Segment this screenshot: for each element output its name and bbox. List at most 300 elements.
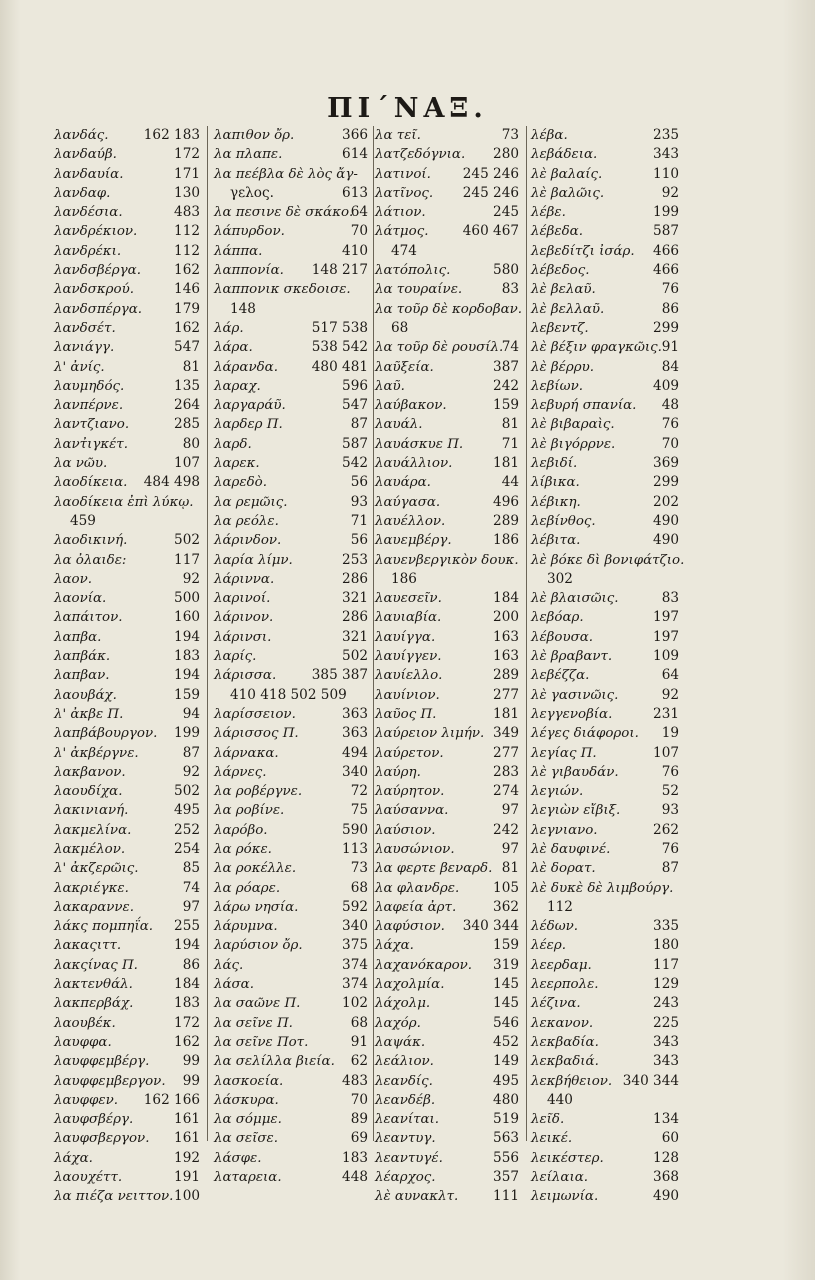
entry-term: λ' ἀκβέργνε.	[54, 745, 139, 761]
entry-term: λα ρεόλε.	[214, 513, 279, 529]
entry-page-number: 225	[653, 1014, 679, 1031]
entry-term: λαχολμία.	[375, 977, 445, 993]
index-entry	[54, 1168, 200, 1187]
entry-page-number: 592	[342, 898, 368, 915]
index-entry	[214, 724, 368, 743]
entry-page-number: 162	[174, 262, 200, 279]
index-entry	[214, 1033, 368, 1052]
entry-term: λάριννα.	[214, 571, 275, 587]
index-entry	[531, 879, 679, 898]
entry-page-number: 255	[174, 918, 200, 935]
index-entry	[54, 705, 200, 724]
entry-page-number: 76	[661, 763, 679, 780]
entry-term: λαοδίκεια ἐπὶ λύκῳ.	[54, 494, 194, 510]
index-entry	[375, 628, 519, 647]
entry-term: λὲ βέξιν φραγκῶις.	[531, 340, 662, 356]
index-entry	[531, 512, 679, 531]
index-entry	[531, 242, 679, 261]
entry-page-number: 363	[342, 705, 368, 722]
entry-page-number: 99	[182, 1053, 200, 1070]
entry-term: λάρινδον.	[214, 533, 282, 549]
index-entry	[531, 801, 679, 820]
entry-page-number: 93	[350, 493, 368, 510]
page-header: ΠΙ΄ΝΑΞ.	[327, 93, 488, 124]
entry-page-number: 409	[653, 377, 679, 394]
index-entry	[54, 415, 200, 434]
entry-term: λαπβάβουργον.	[54, 726, 158, 742]
index-entry	[375, 415, 519, 434]
entry-term: λα σεῖσε.	[214, 1131, 278, 1147]
entry-page-number: 596	[342, 377, 368, 394]
entry-term: λὲ βελαῦ.	[531, 282, 596, 298]
entry-page-number: 289	[493, 667, 519, 684]
entry-term: λέδων.	[531, 919, 579, 935]
index-entry	[375, 454, 519, 473]
index-entry	[214, 1129, 368, 1148]
entry-term: λέαρχος.	[375, 1170, 436, 1186]
entry-term: λαῦ.	[375, 378, 405, 394]
entry-page-number: 495	[174, 802, 200, 819]
entry-page-number: 547	[342, 397, 368, 414]
entry-page-number: 159	[493, 937, 519, 954]
entry-term: λεάλιον.	[375, 1054, 434, 1070]
entry-term: λα ρόκε.	[214, 841, 272, 857]
entry-page-number: 117	[174, 551, 200, 568]
index-entry	[214, 898, 368, 917]
entry-page-number: 186	[493, 532, 519, 549]
entry-term: λεανδίς.	[375, 1073, 433, 1089]
entry-term: λαππονικ σκεδοισε.	[214, 282, 351, 298]
entry-page-number: 117	[653, 956, 679, 973]
entry-term: λάρυμνα.	[214, 919, 278, 935]
index-entry	[375, 589, 519, 608]
entry-term: λαυφσβέργ.	[54, 1112, 134, 1128]
index-entry	[54, 898, 200, 917]
entry-term: 112	[547, 898, 573, 915]
entry-page-number: 340 344	[622, 1072, 679, 1089]
entry-term: λέβε.	[531, 205, 566, 221]
index-entry	[214, 493, 368, 512]
entry-term: λανδαφ.	[54, 185, 111, 201]
entry-term: λακβανον.	[54, 764, 126, 780]
index-entry	[375, 994, 519, 1013]
entry-term: λακαςιττ.	[54, 938, 122, 954]
entry-term: λὲ γασινῶις.	[531, 687, 619, 703]
index-entry	[531, 975, 679, 994]
index-entry	[214, 1110, 368, 1129]
entry-term: λαρία λίμν.	[214, 552, 293, 568]
entry-term: λα ροβέργνε.	[214, 784, 303, 800]
entry-page-number: 81	[501, 860, 519, 877]
index-entry	[214, 319, 368, 338]
entry-page-number: 64	[350, 204, 368, 221]
index-entry	[375, 666, 519, 685]
index-entry	[375, 1033, 519, 1052]
entry-page-number: 172	[174, 1014, 200, 1031]
entry-page-number: 197	[653, 609, 679, 626]
entry-term: λαυφφα.	[54, 1034, 112, 1050]
entry-term: λάχα.	[54, 1150, 93, 1166]
entry-term: 410 418 502 509	[230, 686, 347, 703]
index-entry	[531, 396, 679, 415]
entry-page-number: 171	[174, 165, 200, 182]
entry-page-number: 81	[182, 358, 200, 375]
entry-page-number: 289	[493, 512, 519, 529]
index-entry	[214, 917, 368, 936]
index-entry	[54, 338, 200, 357]
entry-term: λέβα.	[531, 128, 568, 143]
entry-page-number: 76	[661, 281, 679, 298]
entry-term: λεικέ.	[531, 1131, 573, 1147]
index-entry	[214, 1149, 368, 1168]
index-entry	[531, 261, 679, 280]
entry-page-number: 490	[653, 1188, 679, 1205]
index-entry	[375, 782, 519, 801]
index-entry	[531, 145, 679, 164]
entry-page-number: 111	[493, 1188, 519, 1205]
index-entry	[54, 975, 200, 994]
entry-page-number: 69	[350, 1130, 368, 1147]
index-entry	[375, 531, 519, 550]
index-entry	[54, 821, 200, 840]
entry-term: λαυσώνιον.	[375, 841, 455, 857]
index-entry	[531, 377, 679, 396]
index-entry	[531, 1014, 679, 1033]
entry-term: λὲ βαλῶις.	[531, 185, 605, 201]
index-entry	[375, 319, 519, 338]
index-entry	[54, 1014, 200, 1033]
index-entry	[375, 242, 519, 261]
entry-page-number: 161	[174, 1111, 200, 1128]
index-entry	[531, 319, 679, 338]
index-entry	[531, 666, 679, 685]
entry-term: λάρισσα.	[214, 668, 277, 684]
entry-page-number: 335	[653, 918, 679, 935]
index-entry	[375, 724, 519, 743]
entry-term: λεκβαδιά.	[531, 1054, 599, 1070]
index-entry	[375, 840, 519, 859]
index-entry	[54, 1091, 200, 1110]
entry-page-number: 62	[350, 1053, 368, 1070]
index-entry	[375, 165, 519, 184]
entry-term: λέβικη.	[531, 494, 581, 510]
entry-page-number: 202	[653, 493, 679, 510]
entry-term: 148	[230, 300, 256, 317]
entry-page-number: 112	[174, 242, 200, 259]
entry-term: λαυίγγα.	[375, 629, 436, 645]
index-entry	[54, 686, 200, 705]
index-entry	[375, 261, 519, 280]
entry-page-number: 587	[653, 223, 679, 240]
entry-term: λα σεῖνε Π.	[214, 1015, 293, 1031]
entry-term: λάτιον.	[375, 205, 426, 221]
entry-term: λέβεδος.	[531, 263, 590, 279]
entry-term: 440	[547, 1091, 573, 1108]
index-entry	[531, 454, 679, 473]
index-entry	[54, 647, 200, 666]
entry-term: λὲ δορατ.	[531, 861, 596, 877]
entry-term: λαυιαβία.	[375, 610, 442, 626]
index-entry	[375, 936, 519, 955]
entry-page-number: 286	[342, 609, 368, 626]
index-entry	[54, 512, 200, 531]
index-entry	[375, 686, 519, 705]
index-entry	[531, 1168, 679, 1187]
entry-page-number: 76	[661, 840, 679, 857]
entry-term: λεανδέβ.	[375, 1092, 436, 1108]
entry-term: λανδσπέργα.	[54, 301, 143, 317]
entry-term: λα πιέζα νειττον.	[54, 1189, 174, 1205]
entry-term: λάρισσος Π.	[214, 726, 299, 742]
entry-page-number: 466	[653, 262, 679, 279]
index-entry	[375, 473, 519, 492]
entry-page-number: 64	[661, 667, 679, 684]
entry-term: λὲ βελλαῦ.	[531, 301, 605, 317]
entry-term: λεαντυγ.	[375, 1131, 436, 1147]
entry-page-number: 494	[342, 744, 368, 761]
entry-page-number: 243	[653, 995, 679, 1012]
entry-page-number: 99	[182, 1072, 200, 1089]
index-entry	[214, 377, 368, 396]
entry-term: λὲ βαλαίς.	[531, 166, 603, 182]
entry-term: λανδρέκι.	[54, 243, 122, 259]
entry-page-number: 495	[493, 1072, 519, 1089]
index-entry	[214, 686, 368, 705]
index-entry	[531, 859, 679, 878]
entry-term: λαργαράῦ.	[214, 398, 286, 414]
entry-page-number: 410	[342, 242, 368, 259]
entry-term: λεβέζζα.	[531, 668, 590, 684]
entry-page-number: 161	[174, 1130, 200, 1147]
entry-term: λεκβήθειον.	[531, 1073, 613, 1089]
entry-page-number: 286	[342, 570, 368, 587]
index-entry	[375, 570, 519, 589]
index-entry	[54, 165, 200, 184]
index-entry	[54, 879, 200, 898]
index-entry	[54, 589, 200, 608]
index-entry	[214, 666, 368, 685]
index-entry	[214, 647, 368, 666]
entry-term: λαουβέκ.	[54, 1015, 116, 1031]
index-entry	[54, 1149, 200, 1168]
entry-term: λα ροκέλλε.	[214, 861, 297, 877]
index-entry	[531, 1187, 679, 1206]
column-rule	[373, 126, 374, 1141]
entry-term: λαρδερ Π.	[214, 417, 283, 433]
entry-term: λαπβάκ.	[54, 649, 111, 665]
entry-page-number: 299	[653, 474, 679, 491]
entry-page-number: 113	[342, 840, 368, 857]
index-entry	[375, 377, 519, 396]
index-entry	[531, 358, 679, 377]
entry-page-number: 160	[174, 609, 200, 626]
entry-term: λάρανδα.	[214, 359, 278, 375]
index-entry	[54, 319, 200, 338]
entry-page-number: 19	[661, 725, 679, 742]
index-entry	[214, 1091, 368, 1110]
entry-page-number: 245	[493, 204, 519, 221]
index-entry	[54, 1187, 200, 1206]
index-column-2	[214, 126, 368, 1187]
entry-term: λα τεῖ.	[375, 128, 421, 143]
entry-page-number: 614	[342, 146, 368, 163]
index-entry	[531, 1091, 679, 1110]
entry-term: λα πλαπε.	[214, 147, 283, 163]
entry-term: λαυίνιον.	[375, 687, 440, 703]
entry-term: λαυενβεργικὸν δουκ.	[375, 552, 519, 568]
entry-term: λανδάς.	[54, 128, 109, 143]
entry-term: λαυφφεν.	[54, 1092, 119, 1108]
index-entry	[531, 647, 679, 666]
index-entry	[54, 936, 200, 955]
index-entry	[214, 435, 368, 454]
entry-page-number: 84	[661, 358, 679, 375]
entry-term: λάσφε.	[214, 1150, 262, 1166]
entry-term: λανδαύβ.	[54, 147, 117, 163]
entry-page-number: 149	[493, 1053, 519, 1070]
entry-term: λεβεδίτζι ἰσάρ.	[531, 243, 635, 259]
entry-term: λαουχέττ.	[54, 1170, 123, 1186]
entry-page-number: 502	[342, 648, 368, 665]
entry-term: λάππα.	[214, 243, 263, 259]
entry-page-number: 72	[350, 783, 368, 800]
entry-page-number: 97	[182, 898, 200, 915]
entry-page-number: 349	[493, 725, 519, 742]
entry-term: λέγες διάφοροι.	[531, 726, 639, 742]
index-entry	[214, 628, 368, 647]
entry-term: λα πεέβλα δὲ λὸς ἄγ-	[214, 166, 358, 182]
index-entry	[531, 1129, 679, 1148]
entry-page-number: 128	[653, 1149, 679, 1166]
index-entry	[54, 300, 200, 319]
entry-page-number: 94	[182, 705, 200, 722]
index-entry	[54, 531, 200, 550]
index-entry	[531, 589, 679, 608]
index-entry	[531, 763, 679, 782]
index-entry	[214, 1168, 368, 1187]
entry-page-number: 385 387	[311, 667, 368, 684]
entry-page-number: 343	[653, 146, 679, 163]
entry-page-number: 547	[174, 339, 200, 356]
entry-page-number: 369	[653, 455, 679, 472]
entry-page-number: 73	[350, 860, 368, 877]
index-column-3	[375, 126, 523, 1207]
entry-term: λ' ἀνίς.	[54, 359, 105, 375]
index-entry	[214, 994, 368, 1013]
entry-page-number: 452	[493, 1033, 519, 1050]
entry-page-number: 159	[493, 397, 519, 414]
entry-term: λεαντυγέ.	[375, 1150, 443, 1166]
entry-term: λὲ γιβαυδάν.	[531, 764, 619, 780]
entry-term: λαντ̓ιγκέτ.	[54, 436, 128, 452]
index-entry	[54, 763, 200, 782]
index-entry	[54, 801, 200, 820]
entry-term: λαρδ.	[214, 436, 252, 452]
entry-term: λασκοεία.	[214, 1073, 284, 1089]
entry-term: λαυφφεμβεργον.	[54, 1073, 166, 1089]
entry-page-number: 448	[342, 1169, 368, 1186]
index-entry	[531, 184, 679, 203]
entry-term: λαχόρ.	[375, 1015, 421, 1031]
index-entry	[531, 686, 679, 705]
entry-term: λαραχ.	[214, 378, 261, 394]
entry-term: 186	[391, 570, 417, 587]
entry-term: λαρίσσειον.	[214, 706, 296, 722]
index-entry	[54, 840, 200, 859]
index-entry	[214, 879, 368, 898]
index-entry	[54, 126, 200, 145]
entry-page-number: 109	[653, 648, 679, 665]
entry-term: λάρνακα.	[214, 745, 279, 761]
entry-term: λαυφσβεργον.	[54, 1131, 150, 1147]
index-entry	[531, 898, 679, 917]
entry-term: λαφύσιον.	[375, 919, 445, 935]
index-entry	[214, 126, 368, 145]
index-entry	[531, 1052, 679, 1071]
entry-page-number: 254	[174, 840, 200, 857]
index-entry	[375, 1168, 519, 1187]
entry-page-number: 44	[501, 474, 519, 491]
entry-page-number: 92	[661, 184, 679, 201]
entry-term: λάχολμ.	[375, 996, 431, 1012]
entry-term: λαύγασα.	[375, 494, 441, 510]
entry-term: λεβυρή σπανία.	[531, 398, 637, 414]
entry-page-number: 93	[661, 802, 679, 819]
entry-term: λα ροβίνε.	[214, 803, 285, 819]
index-entry	[375, 203, 519, 222]
entry-term: λάχα.	[375, 938, 414, 954]
index-entry	[54, 242, 200, 261]
entry-term: λαουβάχ.	[54, 687, 117, 703]
entry-page-number: 92	[182, 763, 200, 780]
entry-page-number: 340 344	[462, 918, 519, 935]
index-entry	[54, 1052, 200, 1071]
entry-page-number: 197	[653, 628, 679, 645]
index-entry	[54, 396, 200, 415]
entry-term: λαππονία.	[214, 263, 284, 279]
entry-term: λαρύσιον ὄρ.	[214, 938, 303, 954]
entry-page-number: 274	[493, 783, 519, 800]
index-entry	[54, 454, 200, 473]
entry-term: λάσκυρα.	[214, 1092, 279, 1108]
entry-term: λέερ.	[531, 938, 566, 954]
index-entry	[375, 744, 519, 763]
index-entry	[54, 280, 200, 299]
index-entry	[531, 473, 679, 492]
index-entry	[54, 261, 200, 280]
entry-term: λέζινα.	[531, 996, 581, 1012]
index-entry	[375, 956, 519, 975]
entry-page-number: 262	[653, 821, 679, 838]
entry-term: λαύσαννα.	[375, 803, 449, 819]
entry-term: λαύρετον.	[375, 745, 444, 761]
index-entry	[214, 956, 368, 975]
index-entry	[54, 1110, 200, 1129]
column-rule	[207, 126, 208, 1141]
index-entry	[214, 570, 368, 589]
index-column-4	[531, 126, 685, 1207]
entry-page-number: 91	[350, 1033, 368, 1050]
entry-page-number: 502	[174, 532, 200, 549]
entry-page-number: 184	[174, 976, 200, 993]
index-entry	[531, 203, 679, 222]
index-entry	[214, 473, 368, 492]
entry-term: λεγγενοβία.	[531, 706, 613, 722]
entry-term: λαψάκ.	[375, 1034, 426, 1050]
index-entry	[54, 917, 200, 936]
entry-page-number: 75	[350, 802, 368, 819]
index-entry	[375, 435, 519, 454]
